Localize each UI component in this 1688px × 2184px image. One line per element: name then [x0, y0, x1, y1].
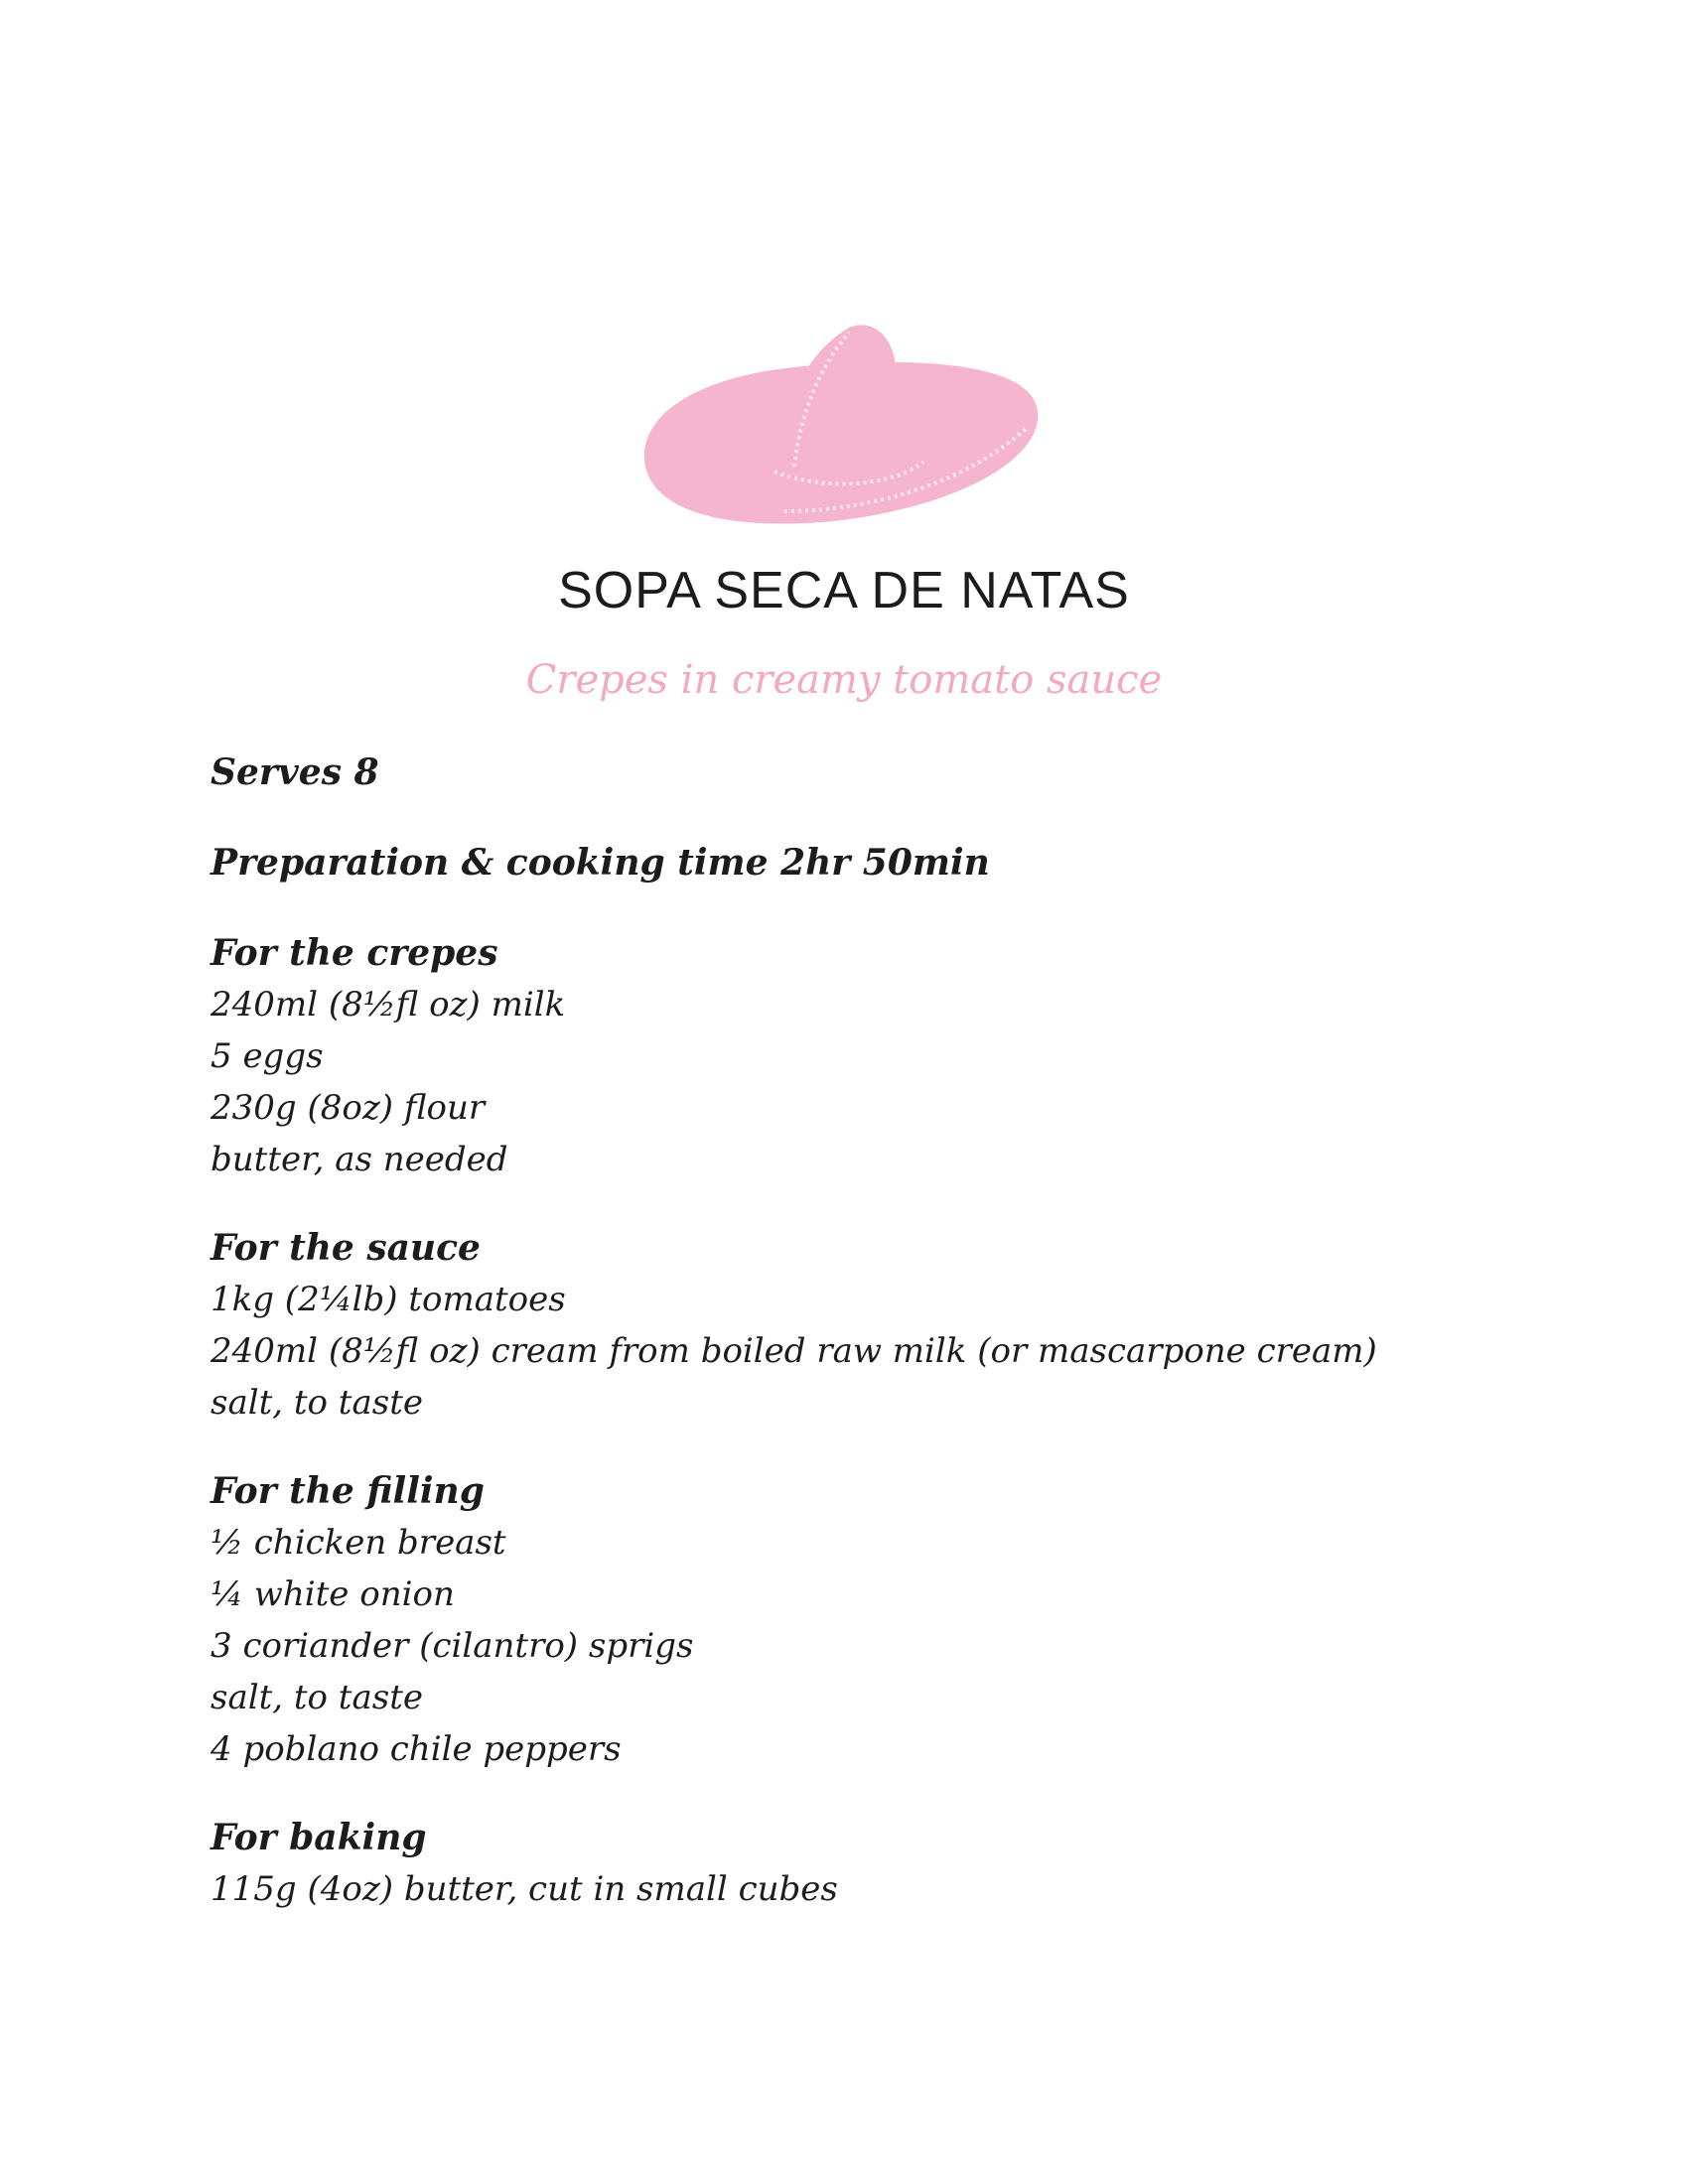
ingredient-item: 115g (4oz) butter, cut in small cubes — [211, 1869, 838, 1909]
ingredient-item: 1kg (2¼lb) tomatoes — [211, 1280, 566, 1319]
recipe-body — [211, 747, 1501, 1952]
ingredient-item: 240ml (8½fl oz) milk — [211, 985, 566, 1024]
ingredient-item: salt, to taste — [211, 1678, 423, 1717]
section-filling — [211, 1465, 1501, 1775]
section-heading: For the sauce — [211, 1227, 481, 1269]
serves-text: Serves 8 — [211, 751, 379, 793]
recipe-title: SOPA SECA DE NATAS — [558, 562, 1130, 619]
ingredient-item: 3 coriander (cilantro) sprigs — [211, 1626, 694, 1666]
ingredient-item: salt, to taste — [211, 1383, 423, 1423]
ingredient-item: 5 eggs — [211, 1036, 324, 1076]
ingredient-item: 4 poblano chile peppers — [211, 1729, 622, 1769]
ingredient-item: butter, as needed — [211, 1140, 508, 1179]
section-baking — [211, 1812, 1501, 1915]
ingredient-item: ¼ white onion — [211, 1574, 455, 1614]
ingredient-item: ½ chicken breast — [211, 1523, 506, 1563]
ingredient-list — [211, 1863, 1501, 1915]
ingredient-item: 230g (8oz) flour — [211, 1088, 486, 1128]
recipe-subtitle: Crepes in creamy tomato sauce — [525, 657, 1163, 703]
ingredient-list — [211, 1274, 1501, 1429]
ingredient-list — [211, 979, 1501, 1185]
section-heading: For the crepes — [211, 932, 498, 974]
sombrero-icon — [635, 318, 1053, 536]
section-crepes — [211, 927, 1501, 1185]
time-text: Preparation & cooking time 2hr 50min — [211, 842, 990, 884]
ingredient-list — [211, 1517, 1501, 1775]
ingredient-item: 240ml (8½fl oz) cream from boiled raw milk (or mascarpone cream) — [211, 1331, 1377, 1371]
section-heading: For baking — [211, 1817, 427, 1858]
section-sauce — [211, 1222, 1501, 1429]
section-heading: For the filling — [211, 1470, 485, 1512]
